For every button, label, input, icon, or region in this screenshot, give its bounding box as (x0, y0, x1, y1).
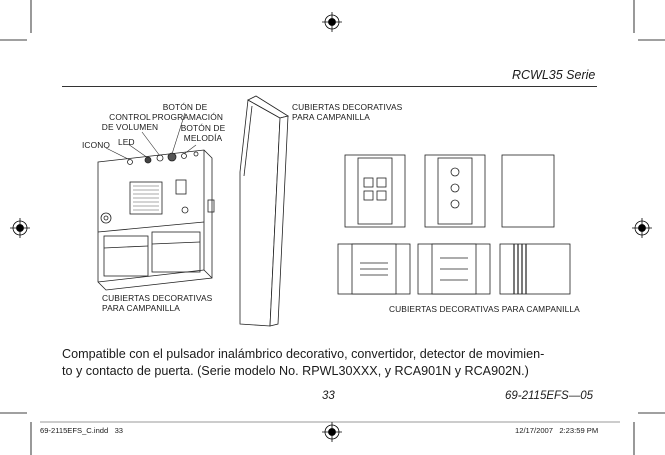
page-number: 33 (322, 390, 335, 402)
registration-mark-left (10, 218, 30, 238)
cover-front-4 (338, 244, 410, 294)
decorative-cover-side (240, 96, 288, 326)
label-control-volumen (100, 112, 160, 132)
header-rule (62, 86, 597, 87)
body-paragraph (62, 346, 602, 380)
label-line: DE VOLUMEN (101, 122, 159, 132)
paragraph-line-1: Compatible con el pulsador inalámbrico decorativo, convertidor, detector de movimien- (62, 347, 545, 361)
label-boton-programacion (152, 102, 223, 122)
label-led: LED (118, 137, 135, 147)
label-line: CUBIERTAS DECORATIVAS (292, 102, 403, 112)
label-line: CUBIERTAS DECORATIVAS (102, 293, 213, 303)
cover-front-5 (418, 244, 490, 294)
label-line: CONTROL (109, 112, 151, 122)
cover-front-3 (502, 155, 554, 227)
registration-mark-top (322, 12, 342, 32)
label-line: PROGRAMACIÓN (152, 112, 223, 122)
label-cubiertas-top (292, 102, 402, 122)
registration-mark-bottom (322, 422, 342, 442)
chime-base-drawing (98, 150, 214, 290)
slug-file: 69-2115EFS_C.indd 33 (40, 426, 124, 435)
label-line: BOTÓN DE (162, 102, 208, 112)
label-boton-melodia (175, 123, 231, 143)
cover-front-1 (345, 155, 405, 227)
series-heading: RCWL35 Serie (512, 68, 596, 82)
label-line: PARA CAMPANILLA (102, 303, 180, 313)
cover-front-2 (425, 155, 485, 227)
label-icono: ICONO (82, 140, 110, 150)
label-line: BOTÓN DE (180, 123, 226, 133)
label-cubiertas-right: CUBIERTAS DECORATIVAS PARA CAMPANILLA (389, 304, 580, 314)
label-line: MELODÍA (183, 133, 223, 143)
slug-datetime: 12/17/2007 2:23:59 PM (515, 426, 599, 435)
paragraph-line-2: to y contacto de puerta. (Serie modelo No. RPWL30XXX, y RCA901N y RCA902N.) (62, 364, 529, 378)
cover-front-6 (500, 244, 570, 294)
label-cubiertas-left (102, 293, 212, 313)
document-number: 69-2115EFS—05 (505, 390, 594, 402)
label-line: PARA CAMPANILLA (292, 112, 370, 122)
registration-mark-right (632, 218, 652, 238)
